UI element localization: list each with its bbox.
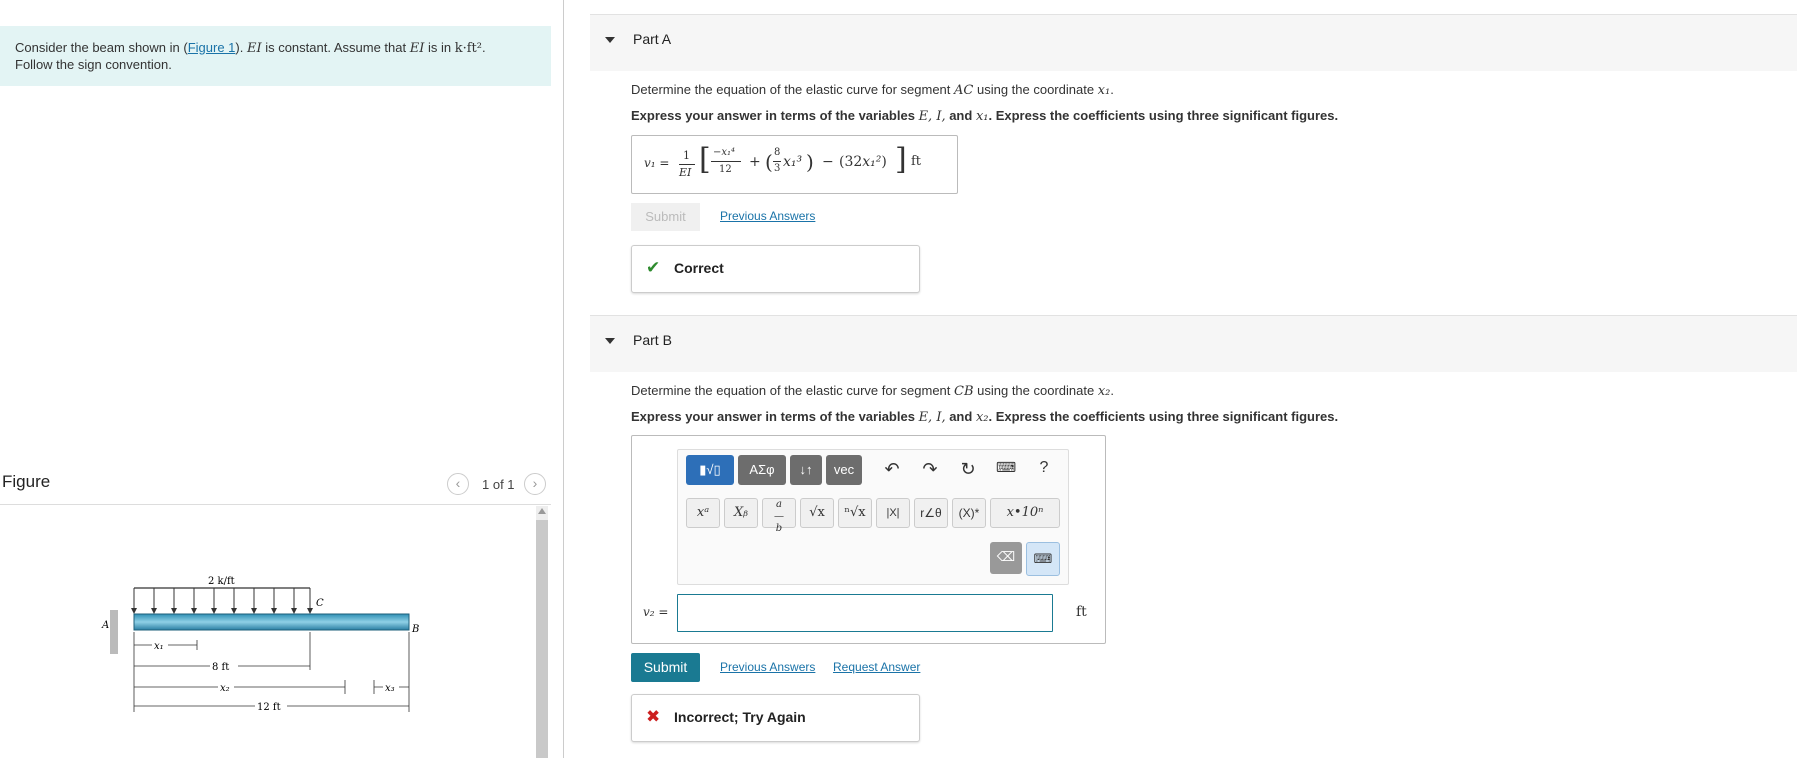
- part-a-header[interactable]: [590, 14, 1797, 71]
- paren-close: ): [806, 150, 814, 174]
- part-b-lhs: v₂ =: [643, 605, 669, 619]
- figure-prev-button[interactable]: [447, 473, 469, 495]
- problem-intro: Consider the beam shown in (: [15, 40, 188, 55]
- figure-count: 1 of 1: [482, 477, 515, 492]
- problem-const-text: is constant. Assume that: [261, 40, 410, 55]
- superscript-button[interactable]: xᵃ: [686, 498, 720, 528]
- dim-12ft-label: 12 ft: [257, 702, 281, 713]
- figure-title: Figure: [2, 472, 51, 491]
- x-mark-icon: ✖: [646, 707, 661, 726]
- bracket-left: [: [699, 142, 711, 177]
- redo-icon[interactable]: ↷: [922, 459, 938, 479]
- load-arrows: [134, 588, 310, 613]
- part-b-question-text: Determine the equation of the elastic curve for segment: [631, 383, 955, 398]
- part-a-submit-button[interactable]: Submit: [631, 203, 700, 231]
- term3: (32x₁²): [839, 154, 887, 170]
- part-b-feedback-text: Incorrect; Try Again: [674, 709, 806, 725]
- figure-scrollbar[interactable]: [536, 506, 548, 758]
- part-a-unit: ft: [911, 154, 922, 169]
- arrows-button[interactable]: ↓↑: [790, 455, 822, 485]
- paren-open: (: [765, 150, 773, 174]
- ei-symbol: EI: [246, 41, 262, 56]
- load-label: 2 k/ft: [208, 576, 235, 587]
- minus-sign: −: [822, 154, 834, 170]
- part-b-unit: ft: [1076, 604, 1087, 620]
- part-b-answer-input[interactable]: [677, 594, 1053, 632]
- ei-symbol-2: EI: [409, 41, 425, 56]
- point-c-label: C: [316, 598, 324, 609]
- part-a-vars: E, I,: [918, 109, 946, 124]
- part-a-question-end: .: [1110, 82, 1114, 97]
- term1-den: 12: [719, 164, 732, 175]
- keyboard-toggle-button[interactable]: [1026, 542, 1060, 576]
- check-icon: ✔: [646, 258, 661, 277]
- part-a-feedback-text: Correct: [674, 260, 724, 276]
- part-a-instr-pre: Express your answer in terms of the variables: [631, 108, 919, 123]
- plus-sign: +: [749, 154, 761, 170]
- sci-notation-button[interactable]: x•10ⁿ: [990, 498, 1060, 528]
- problem-statement: [0, 26, 551, 86]
- scroll-up-icon[interactable]: [538, 508, 546, 514]
- sign-convention-text: Follow the sign convention.: [15, 57, 172, 72]
- backspace-button[interactable]: [990, 542, 1022, 574]
- part-b-instr-pre: Express your answer in terms of the variables: [631, 409, 919, 424]
- fixed-support: [110, 610, 118, 654]
- part-a-lhs: v₁ =: [644, 156, 670, 170]
- part-a-question-coord-text: using the coordinate: [973, 82, 1098, 97]
- vec-button[interactable]: vec: [826, 455, 862, 485]
- frac-bar: [679, 164, 695, 165]
- undo-icon[interactable]: ↶: [884, 459, 900, 479]
- part-b-coord: x₂: [1097, 384, 1111, 399]
- part-b-question-coord-text: using the coordinate: [973, 383, 1098, 398]
- left-panel: [0, 0, 564, 758]
- scroll-thumb[interactable]: [536, 520, 548, 758]
- caret-down-icon: [605, 338, 615, 344]
- beam: [134, 614, 409, 630]
- greek-button[interactable]: ΑΣφ: [738, 455, 786, 485]
- part-a-formula: [679, 144, 949, 188]
- part-b-previous-answers-link[interactable]: Previous Answers: [720, 660, 816, 674]
- problem-after-link: ).: [235, 40, 247, 55]
- term1-num: −x₁⁴: [713, 147, 736, 158]
- point-a-label: A: [102, 620, 110, 631]
- frac-bar: [773, 161, 781, 162]
- templates-button[interactable]: [686, 455, 734, 485]
- part-b-segment: CB: [954, 384, 974, 399]
- frac-bar: [711, 161, 741, 162]
- part-a-previous-answers-link[interactable]: Previous Answers: [720, 209, 816, 223]
- part-b-instructions: [631, 409, 1338, 425]
- part-b-submit-button[interactable]: Submit: [631, 653, 700, 682]
- load-arrowheads: [131, 608, 313, 614]
- part-a-question-text: Determine the equation of the elastic curve for segment: [631, 82, 955, 97]
- keyboard-up-icon: ⌨: [1033, 551, 1053, 566]
- part-b-instr-post: . Express the coefficients using three significant figures.: [988, 409, 1339, 424]
- part-a-question: [631, 82, 1114, 98]
- part-a-answer-display: [631, 135, 958, 194]
- figure-next-button[interactable]: [524, 473, 546, 495]
- part-a-and: and: [945, 108, 976, 123]
- polar-button[interactable]: r∠θ: [914, 498, 948, 528]
- abs-button[interactable]: |X|: [876, 498, 910, 528]
- fraction-icon: a — b: [774, 499, 784, 534]
- x3-label: x₃: [385, 683, 395, 694]
- bracket-right: ]: [895, 142, 907, 177]
- ei-unit: k·ft²: [454, 41, 482, 56]
- part-a-var-x: x₁: [975, 109, 989, 124]
- problem-period: .: [481, 40, 486, 55]
- math-toolbar: [677, 449, 1069, 585]
- part-a-instructions: [631, 108, 1338, 124]
- part-a-title: Part A: [633, 31, 672, 47]
- part-a-segment: AC: [954, 83, 974, 98]
- x1-label: x₁: [154, 641, 164, 652]
- backspace-icon: ⌫: [996, 549, 1016, 564]
- dim-8ft-label: 8 ft: [212, 662, 230, 673]
- problem-text: [15, 40, 486, 73]
- x2-label: x₂: [220, 683, 230, 694]
- nth-root-button[interactable]: [838, 498, 872, 528]
- part-b-title: Part B: [633, 332, 672, 348]
- beam-figure: [100, 570, 540, 740]
- part-b-header[interactable]: [590, 315, 1797, 372]
- sqrt-button[interactable]: [800, 498, 834, 528]
- reset-icon[interactable]: ↻: [960, 459, 976, 479]
- help-button[interactable]: ?: [1039, 459, 1049, 476]
- keyboard-icon[interactable]: ⌨: [995, 459, 1017, 475]
- problem-units-text: is in: [424, 40, 455, 55]
- panel-divider: [563, 0, 564, 758]
- conjugate-button[interactable]: (X)*: [952, 498, 986, 528]
- sqrt-icon: √x: [809, 505, 825, 520]
- part-b-question: [631, 383, 1114, 399]
- frac-3: 3: [774, 163, 781, 174]
- caret-down-icon: [605, 37, 615, 43]
- request-answer-link[interactable]: Request Answer: [833, 660, 921, 674]
- part-b-var-x: x₂: [975, 410, 989, 425]
- part-b-feedback: [631, 694, 920, 742]
- part-b-and: and: [945, 409, 976, 424]
- subscript-button[interactable]: Xᵦ: [724, 498, 758, 528]
- part-a-feedback: [631, 245, 920, 293]
- chevron-right-icon: ›: [532, 475, 538, 491]
- frac-num-1: 1: [683, 149, 690, 162]
- frac-8: 8: [774, 147, 781, 158]
- part-a-coord: x₁: [1097, 83, 1111, 98]
- part-b-question-end: .: [1110, 383, 1114, 398]
- point-b-label: B: [412, 624, 420, 635]
- part-a-instr-post: . Express the coefficients using three significant figures.: [988, 108, 1339, 123]
- templates-icon: ▮√▯: [699, 462, 721, 477]
- figure-link[interactable]: Figure 1: [187, 40, 236, 55]
- frac-den-ei: EI: [679, 166, 692, 179]
- chevron-left-icon: ‹: [455, 475, 461, 491]
- term2-var: x₁³: [783, 154, 803, 170]
- part-b-vars: E, I,: [918, 410, 946, 425]
- fraction-button[interactable]: [762, 498, 796, 534]
- nth-root-icon: ⁿ√x: [844, 505, 866, 520]
